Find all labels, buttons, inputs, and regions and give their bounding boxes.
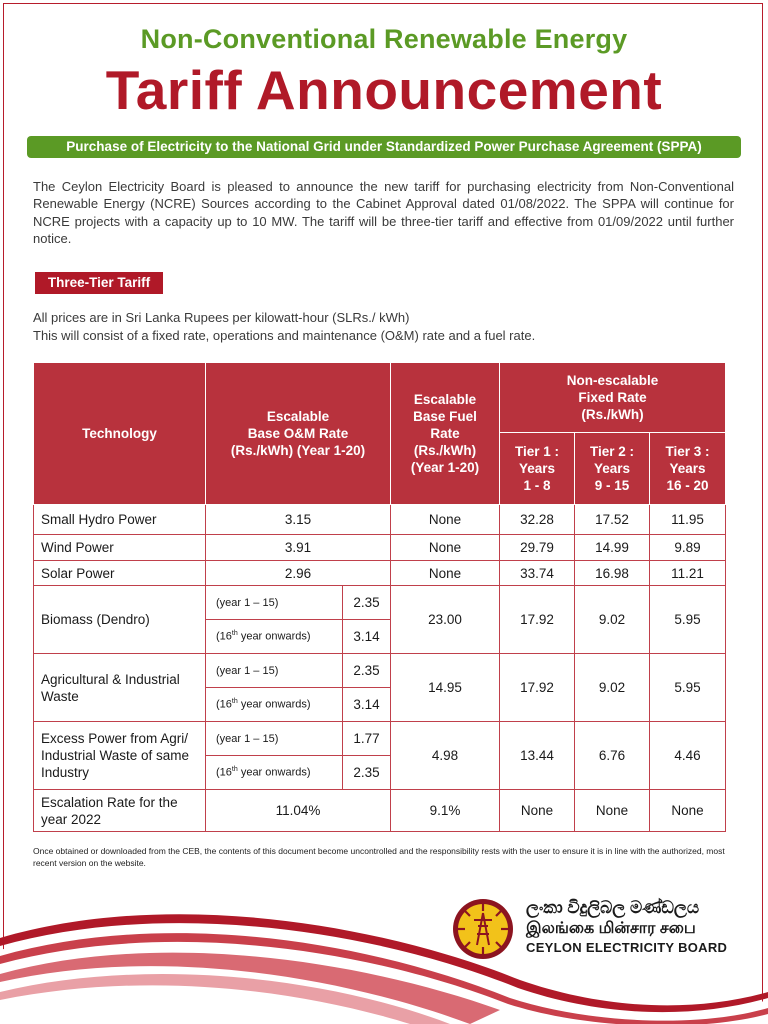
cell-tier-3: 11.21 [650,561,726,586]
section-tag: Three-Tier Tariff [35,272,163,294]
cell-technology: Agricultural & Industrial Waste [34,654,206,722]
cell-tier-3: 11.95 [650,505,726,535]
cell-period-label [206,688,343,722]
header-om-line-2: Base O&M Rate [247,426,349,441]
header-fixed-line-1: Non-escalable [566,373,659,388]
cell-om-rate: 3.14 [343,620,391,654]
table-row [34,561,726,586]
cell-tier-2: 6.76 [575,722,650,790]
header-fuel-line-1: Escalable [413,392,477,407]
header-fixed-rate [500,363,726,433]
org-name-sinhala: ලංකා විදුලිබල මණ්ඩලය [526,898,700,917]
header-fuel-line-3: Rate [430,426,460,441]
table-row [34,790,726,832]
cell-om-rate: 2.35 [343,586,391,620]
cell-om-rate: 1.77 [343,722,391,756]
cell-tier-1: 17.92 [500,586,575,654]
cell-om-rate: 2.35 [343,756,391,790]
cell-period-label: (year 1 – 15) [206,654,343,688]
cell-period-label [206,620,343,654]
cell-om-rate: 3.14 [343,688,391,722]
header-tier-1 [500,433,575,505]
period-rest: year onwards) [237,698,311,711]
cell-fuel-rate: None [391,505,500,535]
header-fixed-line-3: (Rs./kWh) [581,407,644,422]
header-tier-3-line-3: 16 - 20 [666,478,709,493]
cell-fuel-rate: 14.95 [391,654,500,722]
cell-technology: Solar Power [34,561,206,586]
header-technology: Technology [34,363,206,505]
cell-tier-1: 32.28 [500,505,575,535]
period-open: ( [216,630,220,643]
period-rest: year onwards) [237,630,311,643]
header-fuel-line-2: Base Fuel [413,409,477,424]
page-subtitle: Non-Conventional Renewable Energy [140,24,628,54]
org-name-tamil: இலங்கை மின்சார சபை [526,920,696,937]
page-title: Tariff Announcement [105,59,663,121]
header-tier-3-line-2: Years [669,461,706,476]
cell-tier-2: None [575,790,650,832]
header-tier-1-line-1: Tier 1 : [515,444,560,459]
header-tier-3 [650,433,726,505]
period-number: 16 [219,766,232,779]
ceb-logo-icon [452,898,514,960]
cell-tier-2: 17.52 [575,505,650,535]
cell-tier-2: 16.98 [575,561,650,586]
cell-tier-2: 14.99 [575,535,650,561]
cell-tier-1: 13.44 [500,722,575,790]
header-fuel-line-4: (Rs./kWh) [413,443,477,458]
period-number: 16 [219,630,232,643]
price-notes [33,309,734,345]
cell-tier-3: 4.46 [650,722,726,790]
header-fixed-line-2: Fixed Rate [578,390,647,405]
disclaimer: Once obtained or downloaded from the CEB, the contents of this document become uncontrolled and the responsibility rests with the user to ensure it is in line with the authorized, most recent version on the website. [33,846,725,868]
cell-tier-1: 33.74 [500,561,575,586]
header-fuel-rate [391,363,500,505]
cell-om-rate: 2.35 [343,654,391,688]
cell-technology: Small Hydro Power [34,505,206,535]
period-rest: year onwards) [237,766,311,779]
header-fuel-line-5: (Year 1-20) [410,460,480,475]
cell-fuel-rate: 9.1% [391,790,500,832]
cell-tier-3: 9.89 [650,535,726,561]
cell-om-rate: 11.04% [206,790,391,832]
sppa-banner: Purchase of Electricity to the National Grid under Standardized Power Purchase Agreement (SPPA) [27,136,741,158]
cell-tier-3: None [650,790,726,832]
period-open: ( [216,698,220,711]
table-row [34,722,726,756]
header-om-rate [206,363,391,505]
cell-period-label: (year 1 – 15) [206,586,343,620]
cell-fuel-rate: 23.00 [391,586,500,654]
cell-fuel-rate: None [391,535,500,561]
cell-tier-2: 9.02 [575,586,650,654]
tariff-table [33,362,726,832]
intro-paragraph: The Ceylon Electricity Board is pleased to announce the new tariff for purchasing electricity from Non-Conventional Renewable Energy (NCRE) Sources according to the Cabinet Approval dated 01/08/2022. The SPPA will continue for NCRE projects with a capacity up to 10 MW. The tariff will be three-tier tariff and effective from 01/09/2022 until further notice. [33,179,734,246]
header-tier-1-line-2: Years [518,461,556,476]
table-row [34,654,726,688]
cell-fuel-rate: 4.98 [391,722,500,790]
period-number: 16 [219,698,232,711]
cell-tier-2: 9.02 [575,654,650,722]
header-tier-3-line-1: Tier 3 : [665,444,710,459]
cell-tier-3: 5.95 [650,654,726,722]
period-open: ( [216,766,220,779]
cell-period-label: (year 1 – 15) [206,722,343,756]
header-tier-1-line-3: 1 - 8 [523,478,551,493]
header-tier-2-line-3: 9 - 15 [594,478,630,493]
period-suffix: th [231,766,238,774]
cell-technology: Escalation Rate for the year 2022 [34,790,206,832]
cell-technology: Wind Power [34,535,206,561]
cell-tier-3: 5.95 [650,586,726,654]
cell-tier-1: None [500,790,575,832]
period-suffix: th [231,630,238,638]
price-note-line-1: All prices are in Sri Lanka Rupees per kilowatt-hour (SLRs./ kWh) [33,310,410,325]
header-tier-2 [575,433,650,505]
cell-om-rate: 3.15 [206,505,391,535]
header-tier-2-line-1: Tier 2 : [590,444,635,459]
cell-period-label [206,756,343,790]
table-row [34,505,726,535]
cell-tier-1: 29.79 [500,535,575,561]
cell-fuel-rate: None [391,561,500,586]
header-om-line-1: Escalable [266,409,330,424]
cell-om-rate: 2.96 [206,561,391,586]
period-suffix: th [231,698,238,706]
cell-technology: Excess Power from Agri/ Industrial Waste of same Industry [34,722,206,790]
header-tier-2-line-2: Years [593,461,631,476]
org-name-english: CEYLON ELECTRICITY BOARD [526,940,728,955]
price-note-line-2: This will consist of a fixed rate, operations and maintenance (O&M) rate and a fuel rate. [33,328,536,343]
cell-om-rate: 3.91 [206,535,391,561]
cell-tier-1: 17.92 [500,654,575,722]
table-row [34,586,726,620]
cell-technology: Biomass (Dendro) [34,586,206,654]
header-om-line-3: (Rs./kWh) (Year 1-20) [230,443,366,458]
table-row [34,535,726,561]
